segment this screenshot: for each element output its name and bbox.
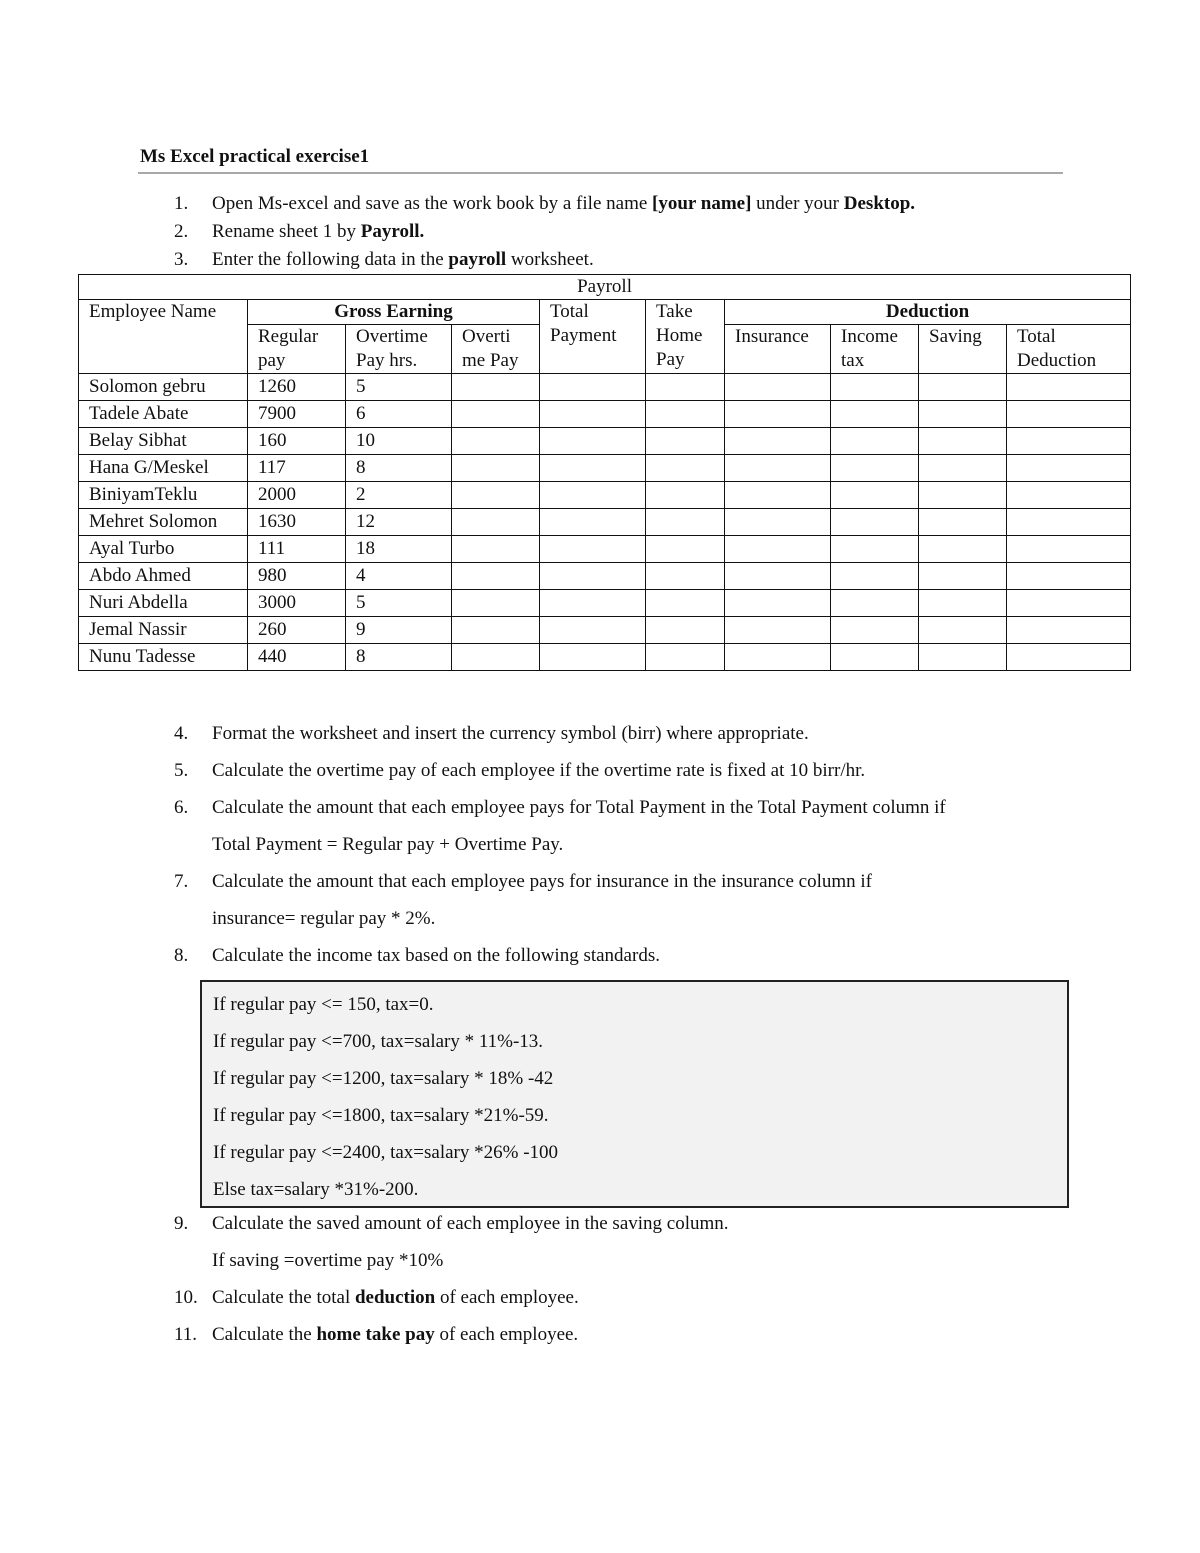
overtime-pay-cell [452,455,540,482]
insurance-cell [725,590,831,617]
table-caption: Payroll [79,275,1131,300]
insurance-cell [725,401,831,428]
insurance-cell [725,644,831,671]
employee-name-cell: Belay Sibhat [79,428,248,455]
total-payment-cell [540,509,646,536]
income-tax-cell [831,644,919,671]
table-row [79,455,1131,482]
title-divider [138,172,1063,174]
step-bold-text: home take pay [316,1324,435,1345]
header-saving: Saving [919,325,1007,374]
step-10 [0,1284,1200,1321]
total-deduction-cell [1007,509,1131,536]
total-payment-cell [540,401,646,428]
step-6 [0,794,1200,831]
saving-cell [919,482,1007,509]
step-9-continued [0,1247,1200,1284]
table-row [79,563,1131,590]
step-2 [0,218,1200,246]
total-deduction-cell [1007,401,1131,428]
income-tax-cell [831,509,919,536]
take-home-pay-cell [646,536,725,563]
header-insurance: Insurance [725,325,831,374]
saving-cell [919,563,1007,590]
total-payment-cell [540,536,646,563]
step-8 [0,942,1200,979]
instructions-middle [0,720,1200,979]
take-home-pay-cell [646,401,725,428]
overtime-pay-cell [452,374,540,401]
take-home-pay-cell [646,644,725,671]
total-deduction-cell [1007,644,1131,671]
step-text: of each employee. [434,1324,579,1345]
page-title: Ms Excel practical exercise1 [140,146,370,167]
header-total-deduction: Total Deduction [1007,325,1131,374]
instructions-bottom [0,1210,1200,1358]
take-home-pay-cell [646,374,725,401]
table-row [79,617,1131,644]
overtime-pay-cell [452,428,540,455]
table-row [79,509,1131,536]
regular-pay-cell: 117 [248,455,346,482]
employee-name-cell: Nunu Tadesse [79,644,248,671]
employee-name-cell: Tadele Abate [79,401,248,428]
overtime-hours-cell: 5 [346,590,452,617]
payroll-body [79,374,1131,671]
saving-cell [919,374,1007,401]
step-text: Calculate the [212,1324,317,1345]
take-home-pay-cell [646,455,725,482]
regular-pay-cell: 7900 [248,401,346,428]
regular-pay-cell: 3000 [248,590,346,617]
step-text: Calculate the saved amount of each employee in the saving column. [212,1213,729,1234]
tax-rule: If regular pay <=2400, tax=salary *26% -100 [213,1142,559,1163]
step-number: 1. [174,193,189,214]
overtime-hours-cell: 8 [346,455,452,482]
employee-name-cell: Hana G/Meskel [79,455,248,482]
employee-name-cell: Solomon gebru [79,374,248,401]
total-deduction-cell [1007,455,1131,482]
step-text: If saving =overtime pay *10% [212,1250,444,1271]
regular-pay-cell: 1630 [248,509,346,536]
overtime-hours-cell: 4 [346,563,452,590]
step-number: 6. [174,797,189,818]
saving-cell [919,401,1007,428]
overtime-pay-cell [452,509,540,536]
header-deduction: Deduction [725,300,1131,325]
step-bold-text: Payroll. [360,221,425,242]
insurance-cell [725,617,831,644]
income-tax-cell [831,482,919,509]
step-5 [0,757,1200,794]
total-payment-cell [540,590,646,617]
employee-name-cell: Mehret Solomon [79,509,248,536]
overtime-pay-cell [452,401,540,428]
insurance-cell [725,455,831,482]
header-overtime-pay-hrs: Overtime Pay hrs. [346,325,452,374]
step-text: Calculate the overtime pay of each employee if the overtime rate is fixed at 10 birr/hr. [212,760,866,781]
step-text: Calculate the amount that each employee pays for insurance in the insurance column if [212,871,873,892]
table-row [79,401,1131,428]
total-deduction-cell [1007,482,1131,509]
overtime-hours-cell: 6 [346,401,452,428]
header-regular-pay: Regular pay [248,325,346,374]
employee-name-cell: BiniyamTeklu [79,482,248,509]
saving-cell [919,644,1007,671]
saving-cell [919,536,1007,563]
take-home-pay-cell [646,428,725,455]
total-payment-cell [540,428,646,455]
overtime-pay-cell [452,644,540,671]
employee-name-cell: Nuri Abdella [79,590,248,617]
total-deduction-cell [1007,374,1131,401]
overtime-hours-cell: 12 [346,509,452,536]
step-number: 7. [174,871,189,892]
header-employee-name: Employee Name [79,300,248,374]
regular-pay-cell: 2000 [248,482,346,509]
step-7 [0,868,1200,905]
step-text: Rename sheet 1 by [212,221,361,242]
overtime-hours-cell: 8 [346,644,452,671]
income-tax-cell [831,536,919,563]
step-text: Open Ms-excel and save as the work book by a file name [212,193,653,214]
total-payment-cell [540,617,646,644]
header-take-home-pay: Take Home Pay [646,300,725,374]
employee-name-cell: Abdo Ahmed [79,563,248,590]
step-1 [0,190,1200,218]
overtime-pay-cell [452,536,540,563]
regular-pay-cell: 980 [248,563,346,590]
total-payment-cell [540,644,646,671]
overtime-hours-cell: 18 [346,536,452,563]
table-row [79,536,1131,563]
income-tax-cell [831,590,919,617]
payroll-table [78,274,1131,671]
income-tax-cell [831,401,919,428]
step-text: Calculate the amount that each employee pays for Total Payment in the Total Payment column if [212,797,946,818]
header-gross-earning: Gross Earning [248,300,540,325]
total-deduction-cell [1007,428,1131,455]
step-text: Total Payment = Regular pay + Overtime Pay. [212,834,564,855]
income-tax-cell [831,563,919,590]
step-text: under your [751,193,844,214]
step-number: 4. [174,723,189,744]
step-number: 9. [174,1213,189,1234]
total-deduction-cell [1007,536,1131,563]
take-home-pay-cell [646,509,725,536]
take-home-pay-cell [646,617,725,644]
take-home-pay-cell [646,563,725,590]
total-payment-cell [540,563,646,590]
overtime-pay-cell [452,563,540,590]
employee-name-cell: Ayal Turbo [79,536,248,563]
tax-rule: If regular pay <=700, tax=salary * 11%-13. [213,1031,544,1052]
tax-rule: If regular pay <=1800, tax=salary *21%-59. [213,1105,549,1126]
overtime-hours-cell: 9 [346,617,452,644]
employee-name-cell: Jemal Nassir [79,617,248,644]
step-number: 5. [174,760,189,781]
tax-rules-box [200,980,1069,1208]
take-home-pay-cell [646,482,725,509]
step-4 [0,720,1200,757]
step-11 [0,1321,1200,1358]
table-row [79,482,1131,509]
step-text: Format the worksheet and insert the currency symbol (birr) where appropriate. [212,723,809,744]
step-6-continued [0,831,1200,868]
step-text: Calculate the total [212,1287,355,1308]
step-text: insurance= regular pay * 2%. [212,908,436,929]
total-payment-cell [540,374,646,401]
step-3 [0,246,1200,274]
header-income-tax: Income tax [831,325,919,374]
take-home-pay-cell [646,590,725,617]
regular-pay-cell: 111 [248,536,346,563]
tax-rule: Else tax=salary *31%-200. [213,1179,419,1200]
instructions-top [0,190,1200,274]
step-bold-text: Desktop. [843,193,916,214]
step-bold-text: deduction [354,1287,436,1308]
total-payment-cell [540,455,646,482]
insurance-cell [725,536,831,563]
regular-pay-cell: 440 [248,644,346,671]
income-tax-cell [831,374,919,401]
total-deduction-cell [1007,563,1131,590]
step-text: Calculate the income tax based on the following standards. [212,945,660,966]
table-row [79,428,1131,455]
header-overtime-pay: Overti me Pay [452,325,540,374]
income-tax-cell [831,617,919,644]
overtime-pay-cell [452,590,540,617]
insurance-cell [725,374,831,401]
saving-cell [919,455,1007,482]
step-number: 11. [174,1324,198,1345]
total-deduction-cell [1007,617,1131,644]
insurance-cell [725,428,831,455]
step-bold-text: payroll [448,249,507,270]
regular-pay-cell: 1260 [248,374,346,401]
step-number: 10. [174,1287,198,1308]
saving-cell [919,509,1007,536]
table-row [79,590,1131,617]
saving-cell [919,590,1007,617]
step-number: 3. [174,249,189,270]
insurance-cell [725,482,831,509]
table-row [79,374,1131,401]
overtime-hours-cell: 5 [346,374,452,401]
table-row [79,644,1131,671]
regular-pay-cell: 160 [248,428,346,455]
step-9 [0,1210,1200,1247]
total-deduction-cell [1007,590,1131,617]
insurance-cell [725,509,831,536]
insurance-cell [725,563,831,590]
step-text: of each employee. [435,1287,579,1308]
overtime-hours-cell: 2 [346,482,452,509]
saving-cell [919,428,1007,455]
step-7-continued [0,905,1200,942]
income-tax-cell [831,428,919,455]
tax-rule: If regular pay <=1200, tax=salary * 18% -42 [213,1068,554,1089]
header-total-payment: Total Payment [540,300,646,374]
regular-pay-cell: 260 [248,617,346,644]
overtime-pay-cell [452,617,540,644]
step-number: 8. [174,945,189,966]
overtime-hours-cell: 10 [346,428,452,455]
step-text: Enter the following data in the [212,249,449,270]
overtime-pay-cell [452,482,540,509]
tax-rule: If regular pay <= 150, tax=0. [213,994,434,1015]
step-number: 2. [174,221,189,242]
total-payment-cell [540,482,646,509]
step-text: worksheet. [506,249,594,270]
step-bold-text: [your name] [652,193,752,214]
saving-cell [919,617,1007,644]
income-tax-cell [831,455,919,482]
